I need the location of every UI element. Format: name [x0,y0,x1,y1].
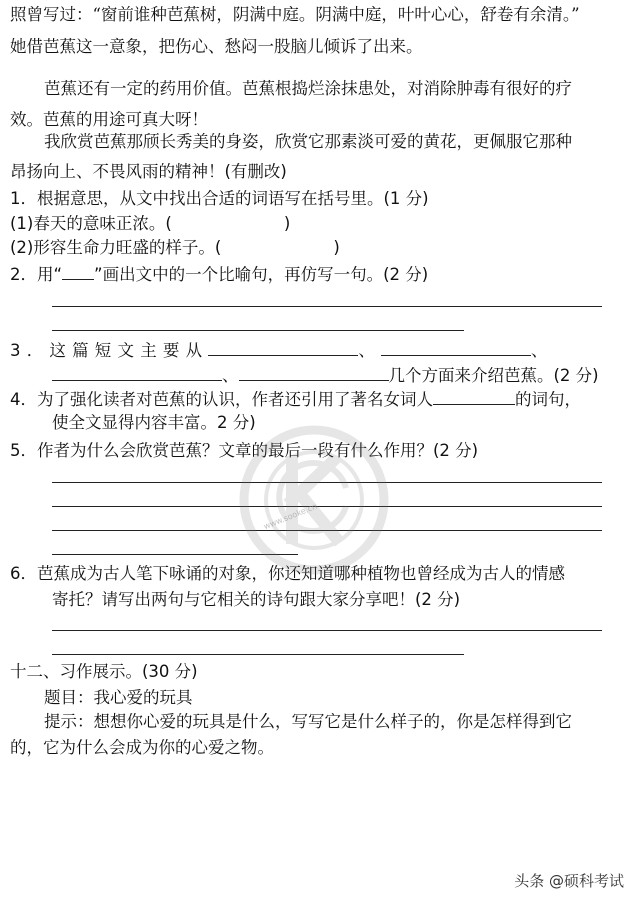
answer-line[interactable] [52,654,464,655]
passage-line: 我欣赏芭蕉那颀长秀美的身姿，欣赏它那素淡可爱的黄花，更佩服它那种 [44,132,572,151]
section-12-title: 十二、习作展示。(30 分) [10,662,198,681]
answer-line[interactable] [52,482,602,483]
question-4-line2: 使全文显得内容丰富。2 分) [52,413,256,432]
answer-line[interactable] [52,506,602,507]
answer-line[interactable] [52,330,464,331]
essay-hint: 提示：想想你心爱的玩具是什么，写写它是什么样子的，你是怎样得到它 [44,712,572,731]
answer-blank[interactable] [52,363,222,381]
question-3-text: 3．这篇短文主要从 [10,341,209,360]
watermark-url: www.sooke.cn [262,501,319,532]
question-1a [10,212,290,236]
answer-blank[interactable] [381,338,531,356]
question-2-text: 2．用“ [10,265,63,284]
close-paren: ) [283,214,291,233]
question-3-line1 [10,338,554,363]
question-4-text: 的词句， [515,390,581,409]
question-2-stem [10,262,428,287]
question-4-line1 [10,387,581,412]
footer-credit: 头条 @硕科考试 [514,872,624,890]
question-1a-text: (1)春天的意味正浓。( [10,214,172,233]
question-2-text: ”画出文中的一个比喻句，再仿写一句。(2 分) [94,265,429,284]
answer-blank[interactable] [239,363,389,381]
question-1b-text: (2)形容生命力旺盛的样子。( [10,238,222,257]
answer-blank[interactable] [208,338,358,356]
essay-hint: 的，它为什么会成为你的心爱之物。 [10,738,274,757]
question-1-stem: 1．根据意思，从文中找出合适的词语写在括号里。(1 分) [10,189,429,208]
passage-line: 昂扬向上、不畏风雨的精神！(有删改) [10,162,287,181]
separator: 、 [222,366,239,385]
question-3-line2 [52,363,599,388]
question-6-line1: 6．芭蕉成为古人笔下咏诵的对象，你还知道哪种植物也曾经成为古人的情感 [10,564,565,583]
answer-line[interactable] [52,554,298,555]
separator: 、 [358,341,382,360]
question-4-text: 4．为了强化读者对芭蕉的认识，作者还引用了著名女词人 [10,390,433,409]
answer-line[interactable] [52,530,602,531]
question-6-line2: 寄托？请写出两句与它相关的诗句跟大家分享吧！(2 分) [52,590,461,609]
passage-line: 照曾写过：“窗前谁种芭蕉树，阴满中庭。阴满中庭，叶叶心心，舒卷有余清。” [10,5,580,24]
answer-blank[interactable] [433,387,515,405]
underline-sample [62,262,94,280]
separator: 、 [531,341,554,360]
question-5-stem: 5．作者为什么会欣赏芭蕉？文章的最后一段有什么作用？(2 分) [10,441,479,460]
essay-topic: 题目：我心爱的玩具 [44,688,193,707]
question-3-text: 几个方面来介绍芭蕉。(2 分) [388,366,599,385]
question-1b [10,236,340,260]
close-paren: ) [333,238,340,257]
answer-line[interactable] [52,306,602,307]
answer-line[interactable] [52,630,602,631]
passage-line: 芭蕉还有一定的药用价值。芭蕉根捣烂涂抹患处，对消除肿毒有很好的疗 [44,79,572,98]
passage-line: 效。芭蕉的用途可真大呀！ [10,110,208,129]
passage-line: 她借芭蕉这一意象，把伤心、愁闷一股脑儿倾诉了出来。 [10,37,423,56]
